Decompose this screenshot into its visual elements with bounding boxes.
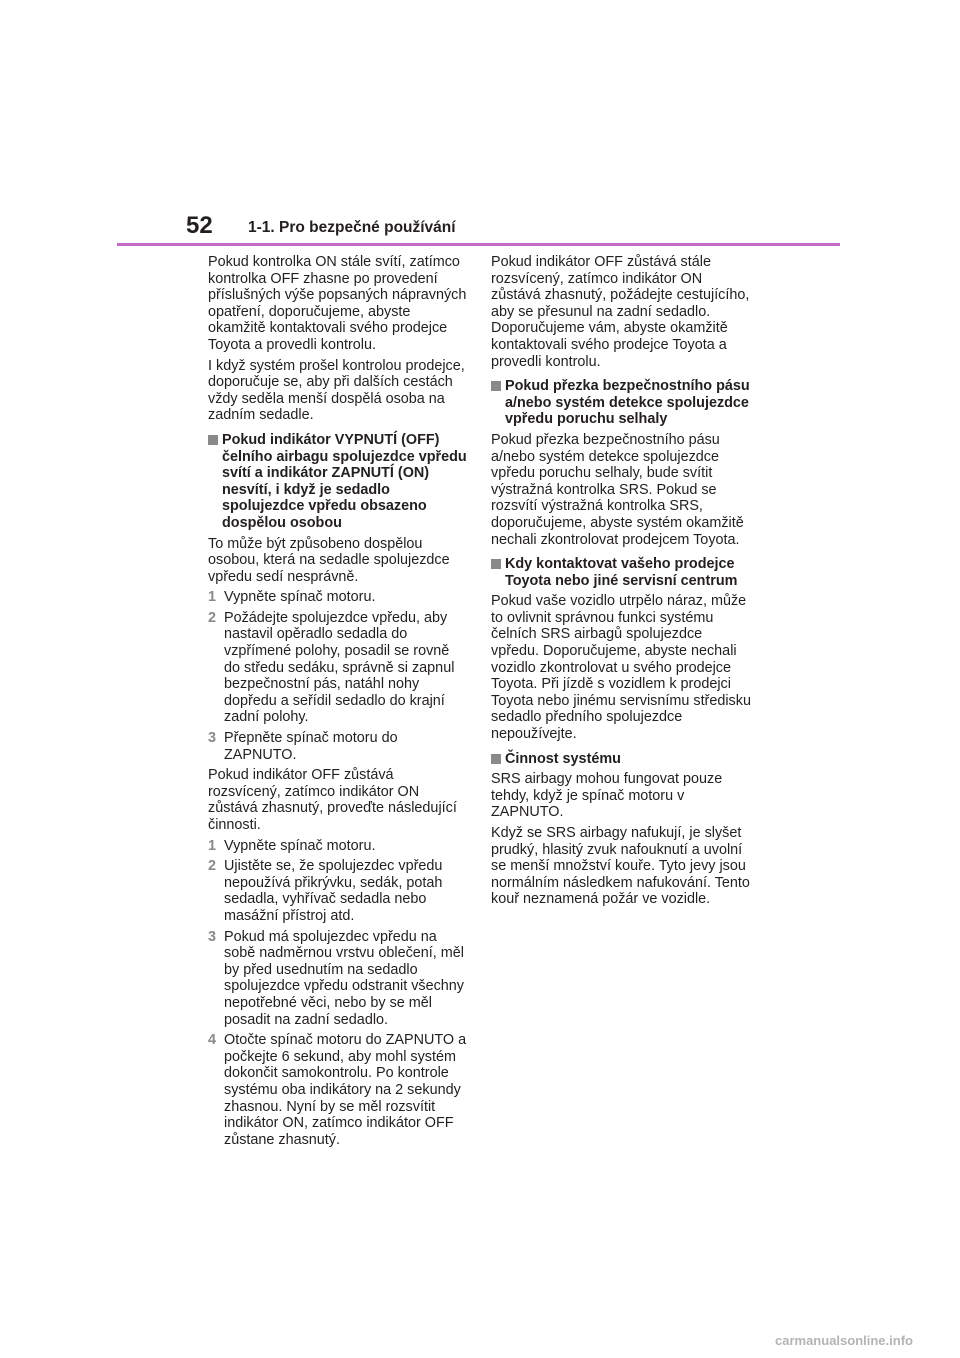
step-number: 1 [208,837,217,854]
paragraph: I když systém prošel kontrolou prodejce, doporučuje se, aby při dalších cestách vždy seděla menší dospělá osoba na zadním sedadle. [208,357,465,424]
step-number: 1 [208,589,217,606]
section-heading-text: Činnost systému [505,750,621,767]
section-heading [491,751,751,768]
paragraph: Pokud vaše vozidlo utrpělo náraz, může to ovlivnit správnou funkci systému čelních SRS airbagů spolujezdce vpředu. Doporučujeme, abyste nechali vozidlo zkontrolovat u svého prodejce Toyota. Při jízdě s vozidlem k prodejci Toyota nebo jinému servisnímu středisku sedadlo předního spolujezdce nepoužívejte. [491,593,751,743]
step-item [208,589,468,606]
paragraph: Pokud indikátor OFF zůstává stále rozsvícený, zatímco indikátor ON zůstává zhasnutý, požádejte cestujícího, aby se přesunul na zadní sedadlo. Doporučujeme vám, abyste okamžitě kontaktovali svého prodejce Toyota a provedli kontrolu. [491,254,750,370]
step-item [208,730,468,763]
watermark: carmanualsonline.info [775,1333,913,1348]
square-bullet-icon [491,381,501,391]
step-number: 3 [208,730,217,747]
section-heading-text: Pokud přezka bezpečnostního pásu a/nebo systém detekce spolujezdce vpředu poruchu selhaly [505,378,750,428]
step-text: Ujistěte se, že spolujezdec vpředu nepoužívá přikrývku, sedák, potah sedadla, vyhřívač sedadla nebo masážní přístroj atd. [224,858,443,924]
section-title: 1-1. Pro bezpečné používání [248,219,456,236]
section-heading [491,378,751,428]
step-item [208,1032,468,1148]
square-bullet-icon [491,559,501,569]
right-column [491,254,751,912]
section-heading-text: Pokud indikátor VYPNUTÍ (OFF) čelního airbagu spolujezdce vpředu svítí a indikátor ZAPNUTÍ (ON) nesvítí, i když je sedadlo spolujezdce vpředu obsazeno dospělou osobou [222,431,467,531]
paragraph: Pokud přezka bezpečnostního pásu a/nebo systém detekce spolujezdce vpředu poruchu selhaly, bude svítit výstražná kontrolka SRS. Pokud se rozsvítí výstražná kontrolka SRS, doporučujeme, abyste systém okamžitě nechali zkontrolovat prodejcem Toyota. [491,431,744,548]
step-number: 2 [208,609,217,626]
left-column [208,254,468,1152]
step-text: Pokud má spolujezdec vpředu na sobě nadměrnou vrstvu oblečení, měl by před usednutím na sedadlo spolujezdce vpředu odstranit všechny nepotřebné věci, nebo by se měl posadit na zadní sedadlo. [224,928,464,1028]
step-text: Otočte spínač motoru do ZAPNUTO a počkejte 6 sekund, aby mohl systém dokončit samokontrolu. Po kontrole systému oba indikátory na 2 sekundy zhasnou. Nyní by se měl rozsvítit indikátor ON, zatímco indikátor OFF zůstane zhasnutý. [224,1032,467,1148]
step-text: Požádejte spolujezdce vpředu, aby nastavil opěradlo sedadla do vzpřímené polohy, posadil se rovně do středu sedáku, správně si zapnul bezpečnostní pás, natáhl nohy dopředu a seřídil sedadlo do krajní zadní polohy. [224,609,455,726]
header-divider [117,243,840,246]
square-bullet-icon [208,435,218,445]
step-item [208,929,468,1029]
step-text: Vypněte spínač motoru. [224,837,376,854]
step-text: Vypněte spínač motoru. [224,589,376,606]
square-bullet-icon [491,754,501,764]
step-number: 4 [208,1032,217,1049]
step-item [208,610,468,726]
step-item [208,838,468,855]
section-heading [491,556,751,589]
paragraph: Pokud indikátor OFF zůstává rozsvícený, zatímco indikátor ON zůstává zhasnutý, proveďte následující činnosti. [208,767,457,833]
paragraph: Pokud kontrolka ON stále svítí, zatímco kontrolka OFF zhasne po provedení příslušných výše popsaných nápravných opatření, doporučujeme, abyste okamžitě kontaktovali svého prodejce Toyota a provedli kontrolu. [208,254,467,353]
step-number: 3 [208,928,217,945]
paragraph: To může být způsobeno dospělou osobou, která na sedadle spolujezdce vpředu sedí nesprávně. [208,535,450,585]
section-heading-text: Kdy kontaktovat vašeho prodejce Toyota nebo jiné servisní centrum [505,556,738,589]
step-number: 2 [208,858,217,875]
paragraph: SRS airbagy mohou fungovat pouze tehdy, když je spínač motoru v ZAPNUTO. [491,771,723,821]
page-number: 52 [186,212,213,239]
section-heading [208,432,468,532]
step-item [208,858,468,924]
paragraph: Když se SRS airbagy nafukují, je slyšet prudký, hlasitý zvuk nafouknutí a uvolní se menší množství kouře. Tyto jevy jsou normálním následkem nafukování. Tento kouř neznamená požár ve vozidle. [491,825,750,908]
step-text: Přepněte spínač motoru do ZAPNUTO. [224,730,398,763]
